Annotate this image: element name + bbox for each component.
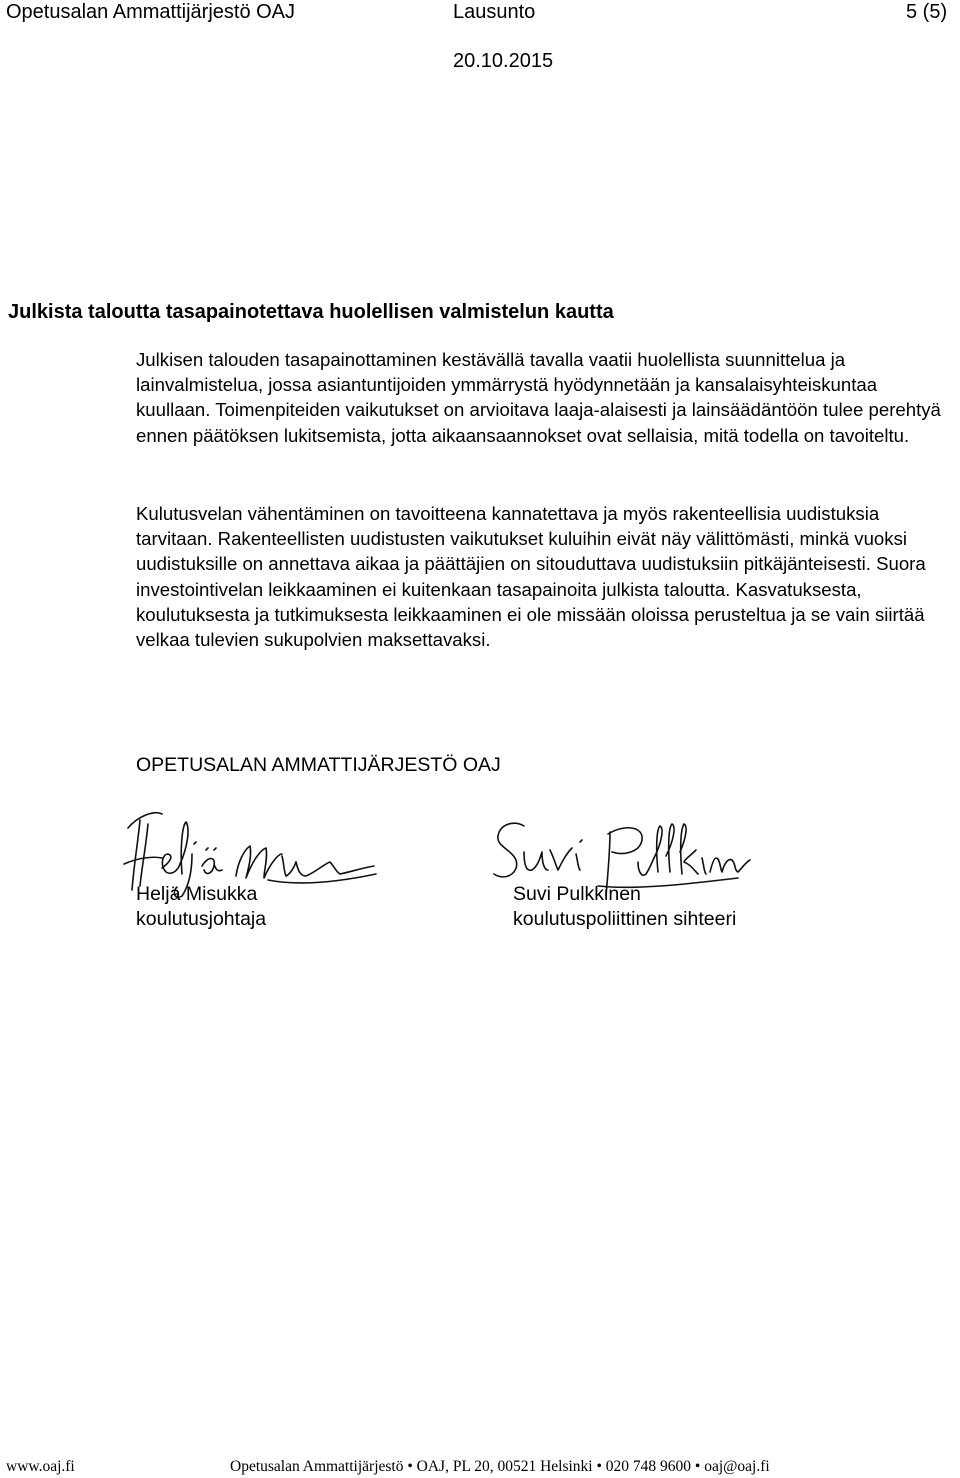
header-document-type: Lausunto	[453, 1, 536, 23]
section-heading: Julkista taloutta tasapainotettava huolellisen valmistelun kautta	[8, 301, 614, 323]
signer-2-name: Suvi Pulkkinen	[513, 883, 641, 905]
footer-website: www.oaj.fi	[6, 1458, 75, 1475]
footer-address: Opetusalan Ammattijärjestö • OAJ, PL 20, 00521 Helsinki • 020 748 9600 • oaj@oaj.fi	[230, 1458, 770, 1475]
signer-2	[513, 882, 736, 932]
signer-1-name: Heljä Misukka	[136, 883, 258, 905]
paragraph-1: Julkisen talouden tasapainottaminen kestävällä tavalla vaatii huolellista suunnittelua ja lainvalmistelua, jossa asiantuntijoiden ymmärrystä hyödynnetään ja kansalaisyhteiskuntaa kuullaan. Toimenpiteiden vaikutukset on arvioitava laaja-alaisesti ja lainsäädäntöön tulee perehtyä ennen päätöksen lukitsemista, jotta aikaansaannokset ovat sellaisia, mitä todella on tavoiteltu.	[136, 349, 941, 446]
header-page-number: 5 (5)	[906, 1, 948, 23]
signer-1	[136, 882, 266, 932]
signer-1-title: koulutusjohtaja	[136, 908, 267, 930]
header-date: 20.10.2015	[453, 50, 554, 72]
header-organization: Opetusalan Ammattijärjestö OAJ	[6, 1, 296, 23]
signer-2-title: koulutuspoliittinen sihteeri	[513, 908, 737, 930]
signature-organization: OPETUSALAN AMMATTIJÄRJESTÖ OAJ	[136, 754, 501, 776]
paragraph-2: Kulutusvelan vähentäminen on tavoitteena kannatettava ja myös rakenteellisia uudistuksia tarvitaan. Rakenteellisten uudistusten vaikutukset kuluihin eivät näy välittömästi, minkä vuoksi uudistuksille on annettava aikaa ja päättäjien on sitouduttava uudistuksiin pitkäjänteisesti. Suora investointivelan leikkaaminen ei kuitenkaan tasapainoita julkista taloutta. Kasvatuksesta, koulutuksesta ja tutkimuksesta leikkaaminen ei ole missään oloissa perusteltua ja se vain siirtää velkaa tulevien sukupolvien maksettavaksi.	[136, 503, 926, 651]
